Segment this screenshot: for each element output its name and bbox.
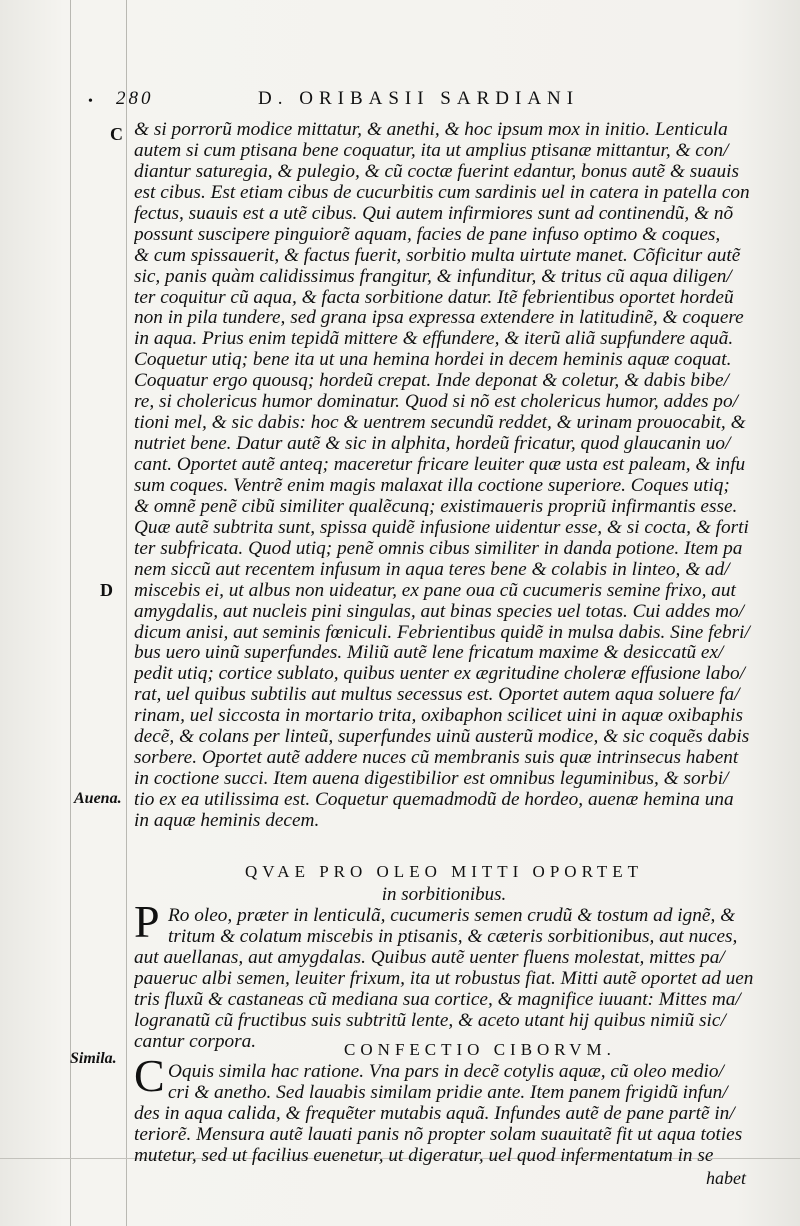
text-line: des in aqua calida, & frequẽter mutabis aquã. Infundes autẽ de pane partẽ in/ — [134, 1103, 735, 1124]
text-margin-rule — [126, 0, 127, 1226]
page-title: D. ORIBASII SARDIANI — [258, 88, 580, 109]
header-bullet: • — [88, 94, 96, 109]
running-head — [88, 88, 728, 118]
text-line: & cum spissauerit, & factus fuerit, sorbitio multa uirtute manet. Cõficitur autẽ — [134, 245, 741, 266]
margin-letter-c: C — [110, 124, 123, 144]
text-line: sum coques. Ventrẽ enim magis malaxat illa coctione superiore. Coques utiq; — [134, 475, 730, 496]
drop-initial-p: P — [134, 896, 160, 947]
text-line: & omnẽ penẽ cibũ similiter qualẽcunq; existimaueris propriũ infirmantis esse. — [134, 496, 738, 517]
text-line: ter subfricata. Quod utiq; penẽ omnis cibus similiter in danda potione. Item pa — [134, 538, 743, 559]
text-line: aut auellanas, aut amygdalas. Quibus autẽ uenter fluens molestat, mittes pa/ — [134, 947, 725, 968]
text-line: Oquis simila hac ratione. Vna pars in decẽ cotylis aquæ, cũ oleo medio/ — [168, 1062, 724, 1082]
text-line: Quæ autẽ subtrita sunt, spissa quidẽ infusione uidentur esse, & si cocta, & forti — [134, 517, 749, 538]
text-line: non in pila tundere, sed grana ipsa expressa extendere in latitudinẽ, & coquere — [134, 308, 744, 329]
text-line: tritum & colatum miscebis in ptisanis, & cæteris sorbitionibus, aut nuces, — [168, 926, 738, 947]
main-text — [134, 120, 754, 832]
section-subheading-oleo: in sorbitionibus. — [381, 884, 507, 905]
section-heading-oleo: QVAE PRO OLEO MITTI OPORTET — [244, 862, 644, 881]
text-line: mutetur, sed ut facilius euenetur, ut digeratur, uel quod infermentatum in se — [134, 1145, 714, 1166]
text-line: pauerис albi semen, leuiter frixum, ita ut robustus fiat. Mitti autẽ oportet ad uen — [134, 968, 754, 989]
text-line: decẽ, & colans per linteũ, superfundes uinũ austerũ modice, & sic coquẽs dabis — [134, 727, 750, 748]
text-line: cant. Oportet autẽ anteq; maceretur fricare leuiter quæ usta est paleam, & infu — [134, 455, 746, 475]
page-edge-left — [70, 0, 71, 1226]
text-line: Coquatur ergo quousq; hordeũ crepat. Inde deponat & coletur, & dabis bibe/ — [134, 371, 729, 392]
catchword: habet — [706, 1168, 746, 1188]
paragraph-oleo — [134, 906, 754, 1053]
text-line: dicum anisi, aut seminis fœniculi. Febrientibus quidẽ in mulsa dabis. Sine febri/ — [134, 622, 750, 643]
text-line: & si porrorũ modice mittatur, & anethi, & hoc ipsum mox in initio. Lenticula — [134, 120, 728, 140]
text-line: cri & anetho. Sed lauabis similam pridie ante. Item panem frigidũ infun/ — [168, 1082, 728, 1103]
text-line: autem si cum ptisana bene coquatur, ita ut amplius ptisanæ mittantur, & con/ — [134, 140, 729, 161]
margin-note-simila: Simila. — [70, 1050, 117, 1067]
text-line: sorbere. Oportet autẽ addere nuces cũ membranis suis quæ intrinsecus habent — [134, 748, 739, 769]
text-line: bus uero uinũ superfundes. Miliũ autẽ lene fricatum maxime & desiccatũ ex/ — [134, 643, 724, 664]
section-heading-confectio: CONFECTIO CIBORVM. — [344, 1040, 616, 1059]
text-line: in aquæ heminis decem. — [134, 810, 320, 831]
paragraph-confectio — [134, 1062, 754, 1167]
text-line: tioni mel, & sic dabis: hoc & uentrem secundũ reddet, & urinam prouocabit, & — [134, 413, 746, 434]
text-line: in aqua. Prius enim tepidã mittere & effundere, & iterũ aliã supfundere aquã. — [134, 329, 734, 350]
page-number: 280 — [116, 88, 154, 109]
text-line: diantur saturegia, & pulegio, & cũ coctæ fuerint edantur, bonus autẽ & suauis — [134, 161, 740, 182]
text-line: rinam, uel siccosta in mortario trita, oxibaphon scilicet uini in aquæ oxibaphis — [134, 706, 743, 727]
text-line: amygdalis, aut nucleis pini singulas, aut binas species uel totas. Cui addes mo/ — [134, 601, 745, 622]
text-line: ter coquitur cũ aqua, & facta sorbitione datur. Itẽ febrientibus oportet hordeũ — [134, 287, 734, 308]
text-line: miscebis ei, ut albus non uideatur, ex pane oua cũ cucumeris semine frixo, aut — [134, 580, 736, 601]
text-line: cantur corpora. — [134, 1031, 257, 1052]
text-line: tio ex ea utilissima est. Coquetur quemadmodũ de hordeo, auenæ hemina una — [134, 790, 734, 810]
text-line: pedit utiq; cortice sublato, quibus uenter ex ægritudine choleræ effusione labo/ — [134, 664, 746, 685]
text-line: est cibus. Est etiam cibus de cucurbitis cum sardinis uel in catera in patella con — [134, 182, 750, 203]
text-line: tris fluxũ & castaneas cũ mediana sua cortice, & magnifice iuuant: Mittes ma/ — [134, 989, 741, 1010]
text-line: logranatũ cũ fructibus suis subtritũ lente, & aceto utant hij quibus nimiũ sic/ — [134, 1010, 726, 1031]
text-line: re, si cholericus humor dominatur. Quod si nõ est cholericus humor, addes po/ — [134, 392, 738, 413]
drop-initial-c: C — [134, 1050, 165, 1101]
text-line: fectus, suauis est a utẽ cibus. Qui autem infirmiores sunt ad continendũ, & nõ — [134, 203, 734, 224]
text-line: teriorẽ. Mensura autẽ lauati panis nõ propter solam suauitatẽ fit ut aqua toties — [134, 1124, 743, 1145]
text-line: Coquetur utiq; bene ita ut una hemina hordei in decem heminis aquæ coquat. — [134, 350, 732, 371]
text-line: sic, panis quàm calidissimus frangitur, & infunditur, & tritus cũ aqua diligen/ — [134, 266, 732, 287]
text-line: Ro oleo, præter in lenticulã, cucumeris semen crudũ & tostum ad ignẽ, & — [168, 906, 736, 926]
text-line: in coctione succi. Item auena digestibilior est omnibus leguminibus, & sorbi/ — [134, 769, 729, 790]
text-line: nutriet bene. Datur autẽ & sic in alphita, hordeũ fricatur, quod glaucanin uo/ — [134, 434, 731, 455]
text-line: rat, uel quibus subtilis aut multus secessus est. Oportet autem aqua soluere fa/ — [134, 685, 740, 706]
text-line: nem siccũ aut recentem infusum in aqua teres bene & colabis in linteo, & ad/ — [134, 559, 730, 580]
margin-note-auena: Auena. — [74, 790, 122, 807]
text-line: possunt suscipere pinguiorẽ aquam, facies de pane infuso optimo & coques, — [134, 224, 721, 245]
margin-letter-d: D — [100, 580, 113, 600]
